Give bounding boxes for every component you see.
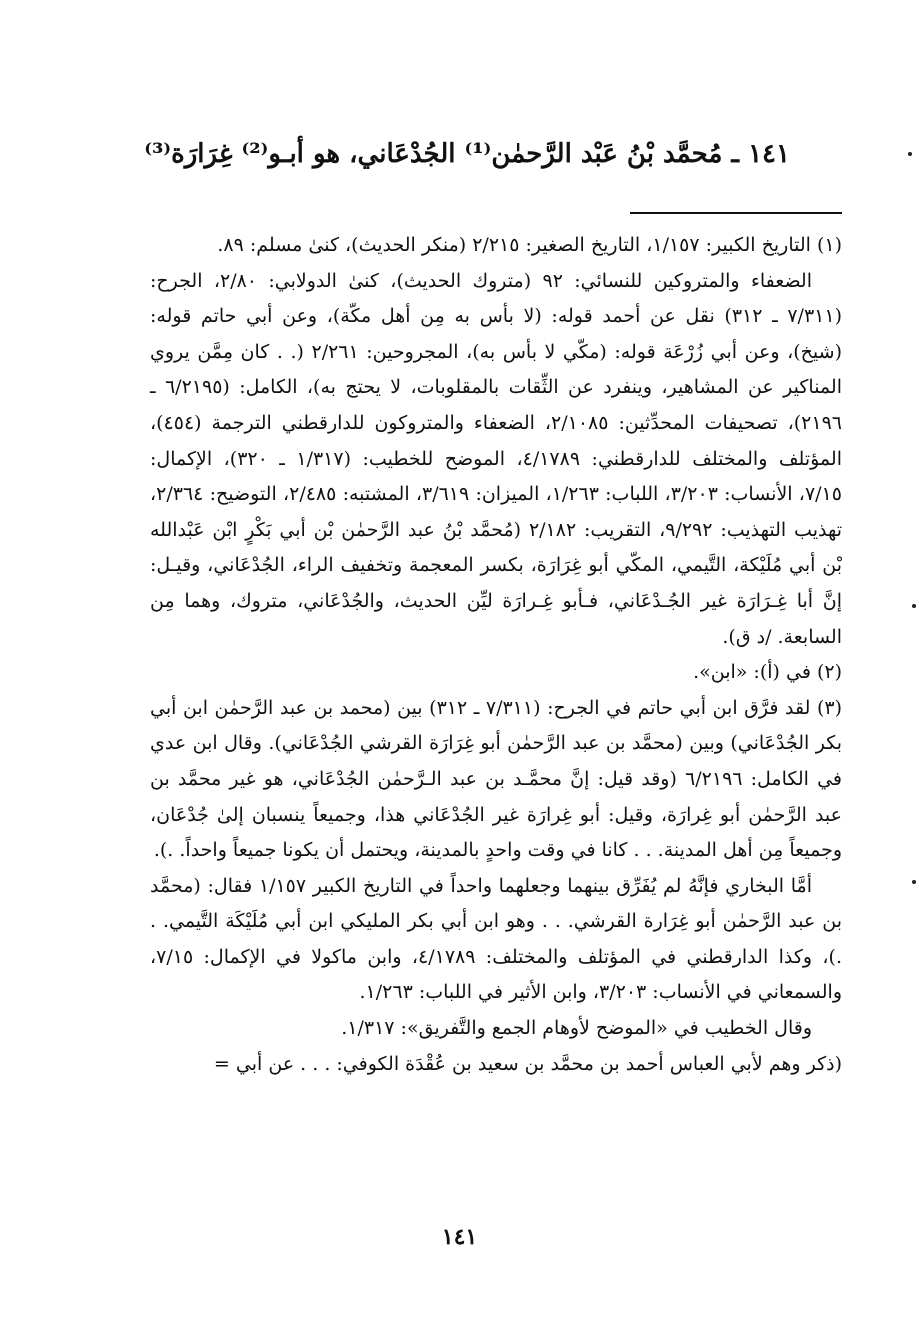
footnote-3-quote: (ذكر وهم لأبي العباس أحمد بن محمَّد بن سعيد بن عُقْدَة الكوفي: . . . عن أبي = xyxy=(213,1052,842,1075)
footnote-2: (٢) في (أ): «ابن». xyxy=(693,661,842,684)
footnote-1-continued: الضعفاء والمتروكين للنسائي: ٩٢ (متروك الحديث)، كنىٰ الدولابي: ٢/٨٠، الجرح: (٧/٣١١ ـ ٣١٢) نقل عن أحمد قوله: (لا بأس به مِن أهل مكّة)، وعن أبي حاتم قوله: (شيخ)، وعن أبي زُرْعَة قوله: (مكّي لا بأس به)، المجروحين: ٢/٢٦١ (. . كان مِمَّن يروي المناكير عن المشاهير، وينفرد عن الثِّقات بالمقلوبات، لا يحتج به)، الكامل: (٦/٢١٩٥ ـ ٢١٩٦)، تصحيفات المحدِّثين: ٢/١٠٨٥، الضعفاء والمتروكون للدارقطني الترجمة (٤٥٤)، المؤتلف والمختلف للدارقطني: ٤/١٧٨٩، الموضح للخطيب: (١/٣١٧ ـ ٣٢٠)، الإكمال: ٧/١٥، الأنساب: ٣/٢٠٣، اللباب: ١/٢٦٣، الميزان: ٣/٦١٩، المشتبه: ٢/٤٨٥، التوضيح: ٢/٣٦٤، تهذيب التهذيب: ٩/٢٩٢، التقريب: ٢/١٨٢ (مُحمَّد بْنُ عبد الرَّحمٰن بْن أبي بَكْرٍ ابْن عَبْدالله بْن أبي مُلَيْكة، التَّيمي، المكّي أبو غِرَارَة، بكسر المعجمة وتخفيف الراء، الجُدْعَاني، وقيـل: إنَّ أبا غِـرَارَة غير الجُـدْعَاني، فـأبو غِـرارَة ليِّن الحديث، والجُدْعَاني، متروك، وهما مِن السابعة. /د ق). xyxy=(150,269,843,648)
footnote-3: (٣) لقد فرَّق ابن أبي حاتم في الجرح: (٧/٣١١ ـ ٣١٢) بين (محمد بن عبد الرَّحمٰن ابن أبي بكر الجُدْعَاني) وبين (محمَّد بن عبد الرَّحمٰن أبو غِرَارَة القرشي الجُدْعَاني). وقال ابن عدي في الكامل: ٦/٢١٩٦ (وقد قيل: إنَّ محمَّـد بن عبد الـرَّحمٰن الجُدْعَاني، هو غير محمَّد بن عبد الرَّحمٰن أبو غِرارَة، وقيل: أبو غِرارَة غير الجُدْعَاني هذا، وجميعاً ينسبان إلىٰ جُدْعَان، وجميعاً مِن أهل المدينة. . . كانا في وقت واحدٍ بالمدينة، ويحتمل أن يكونا جميعاً واحداً. .). xyxy=(150,696,842,862)
scan-speck xyxy=(908,152,912,156)
scan-speck xyxy=(912,880,916,884)
footnote-separator xyxy=(630,212,842,214)
footnote-3-paragraph-3: وقال الخطيب في «الموضح لأوهام الجمع والتَّفريق»: ١/٣١٧. xyxy=(341,1017,812,1040)
scan-speck xyxy=(912,604,916,608)
page-number: ١٤١ xyxy=(441,1224,478,1250)
entry-heading: ١٤١ ـ مُحمَّد بْنُ عَبْد الرَّحمٰن⁽¹⁾ الجُدْعَاني، هو أبـو⁽²⁾ غِرَارَة⁽³⁾ xyxy=(144,139,790,169)
footnote-3-paragraph-2: أمَّا البخاري فإنَّهُ لم يُفَرِّق بينهما وجعلهما واحداً في التاريخ الكبير ١/١٥٧ فقال: (محمَّد بن عبد الرَّحمٰن أبو غِرَارة القرشي. . . وهو ابن أبي بكر المليكي ابن أبي مُلَيْكَة التَّيمي. . .)، وكذا الدارقطني في المؤتلف والمختلف: ٤/١٧٨٩، وابن ماكولا في الإكمال: ٧/١٥، والسمعاني في الأنساب: ٣/٢٠٣، وابن الأثير في اللباب: ١/٢٦٣. xyxy=(150,874,842,1004)
footnote-1: (١) التاريخ الكبير: ١/١٥٧، التاريخ الصغير: ٢/٢١٥ (منكر الحديث)، كنىٰ مسلم: ٨٩. xyxy=(217,234,842,256)
footnotes-block xyxy=(150,228,842,1082)
